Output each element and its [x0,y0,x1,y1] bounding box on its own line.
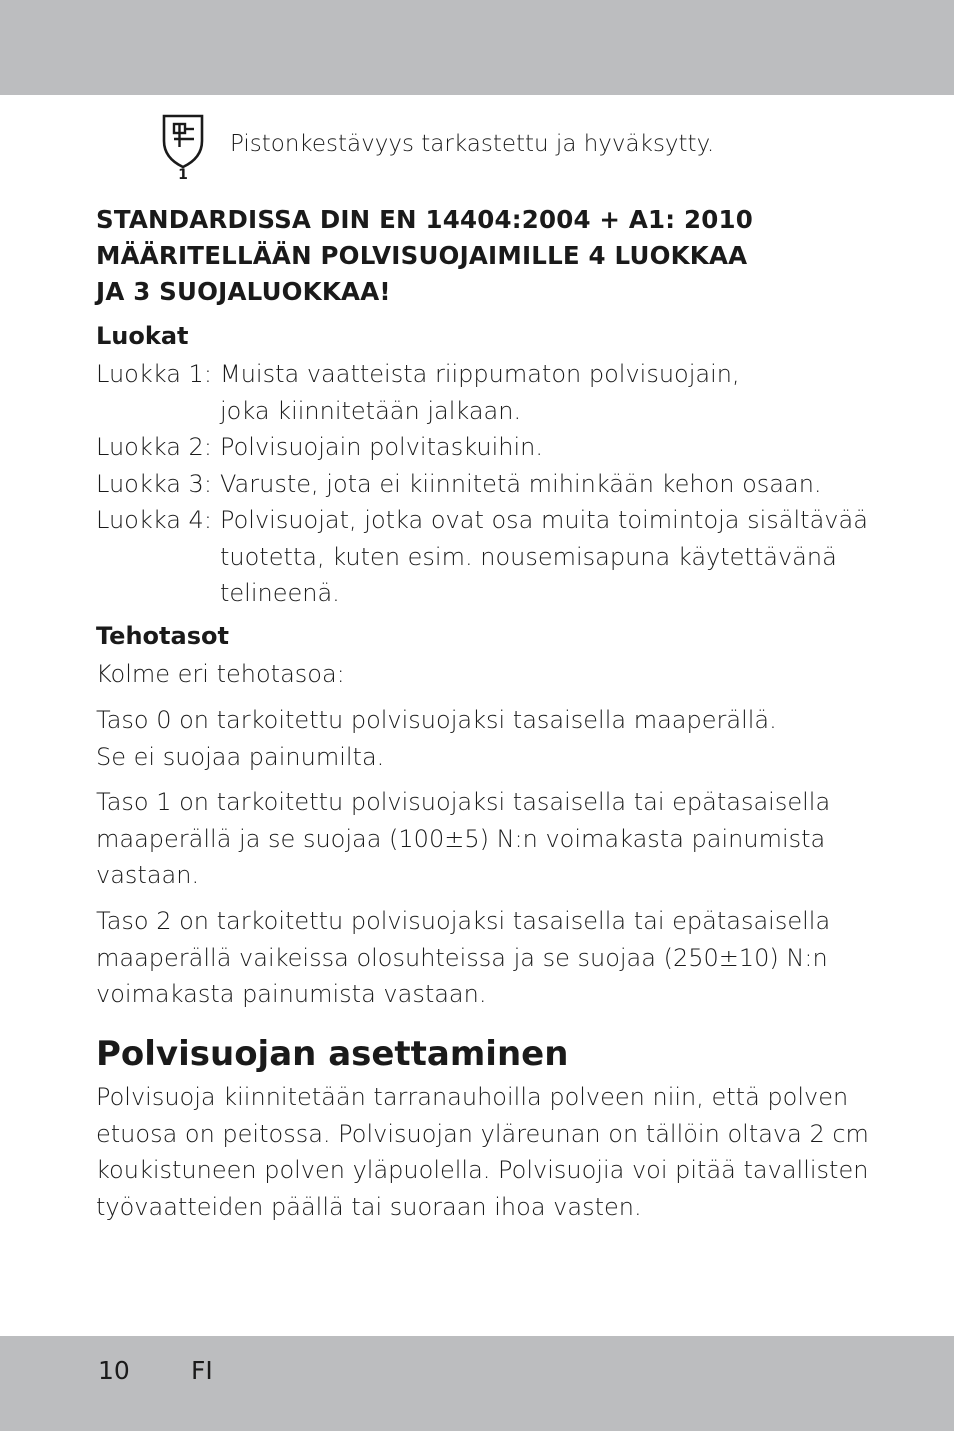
class-description: joka kiinnitetään jalkaan. [220,396,522,425]
levels-intro: Kolme eri tehotasoa: [96,660,345,688]
paragraph-line: voimakasta painumista vastaan. [96,980,487,1008]
protection-level-number: 1 [178,167,188,181]
class-list [96,356,868,612]
paragraph-line: Polvisuoja kiinnitetään tarranauhoilla polveen niin, että polven [96,1083,849,1111]
class-label: Luokka 3: [96,469,212,498]
footer-band [0,1336,954,1431]
paragraph-line: Taso 0 on tarkoitettu polvisuojaksi tasaisella maaperällä. [96,706,777,734]
class-description: Polvisuojain polvitaskuihin. [220,433,543,461]
level-paragraph [96,702,777,775]
language-code: FI [191,1356,213,1385]
class-label: Luokka 2: [96,433,212,461]
puncture-shield-icon [160,113,206,181]
class-description: Polvisuojat, jotka ovat osa muita toimintoja sisältävää [220,506,868,534]
paragraph-line: Taso 2 on tarkoitettu polvisuojaksi tasaisella tai epätasaisella [96,907,831,935]
fitting-paragraph [96,1079,869,1225]
standard-warning [96,202,886,310]
list-item [96,429,868,466]
class-label: Luokka 1: [96,360,212,388]
paragraph-line: maaperällä vaikeissa olosuhteissa ja se suojaa (250±10) N:n [96,943,828,972]
class-description: telineenä. [220,579,340,607]
level-paragraph [96,903,830,1013]
page-number: 10 [98,1356,130,1385]
paragraph-line: koukistuneen polven yläpuolella. Polvisuojia voi pitää tavallisten [96,1156,869,1184]
class-description: tuotetta, kuten esim. nousemisapuna käytettävänä [220,542,837,571]
level-paragraph [96,784,830,894]
warning-line: JA 3 SUOJALUOKKAA! [96,277,391,306]
classes-heading: Luokat [96,322,189,350]
class-label: Luokka 4: [96,506,212,534]
paragraph-line: maaperällä ja se suojaa (100±5) N:n voimakasta painumista [96,824,826,853]
paragraph-line: vastaan. [96,861,200,889]
paragraph-line: Taso 1 on tarkoitettu polvisuojaksi tasaisella tai epätasaisella [96,788,831,816]
section-title: Polvisuojan asettaminen [96,1034,569,1074]
list-item [96,356,868,429]
class-description: Muista vaatteista riippumaton polvisuojain, [220,360,740,388]
paragraph-line: Se ei suojaa painumilta. [96,742,385,771]
warning-line: MÄÄRITELLÄÄN POLVISUOJAIMILLE 4 LUOKKAA [96,241,748,270]
levels-heading: Tehotasot [96,622,229,650]
list-item [96,502,868,612]
list-item [96,466,868,503]
paragraph-line: työvaatteiden päällä tai suoraan ihoa vasten. [96,1192,642,1221]
paragraph-line: etuosa on peitossa. Polvisuojan yläreunan on tällöin oltava 2 cm [96,1119,869,1148]
symbol-description: Pistonkestävyys tarkastettu ja hyväksytty. [230,131,715,157]
header-band [0,0,954,95]
class-description: Varuste, jota ei kiinnitetä mihinkään kehon osaan. [220,469,822,498]
warning-line: STANDARDISSA DIN EN 14404:2004 + A1: 2010 [96,205,754,234]
